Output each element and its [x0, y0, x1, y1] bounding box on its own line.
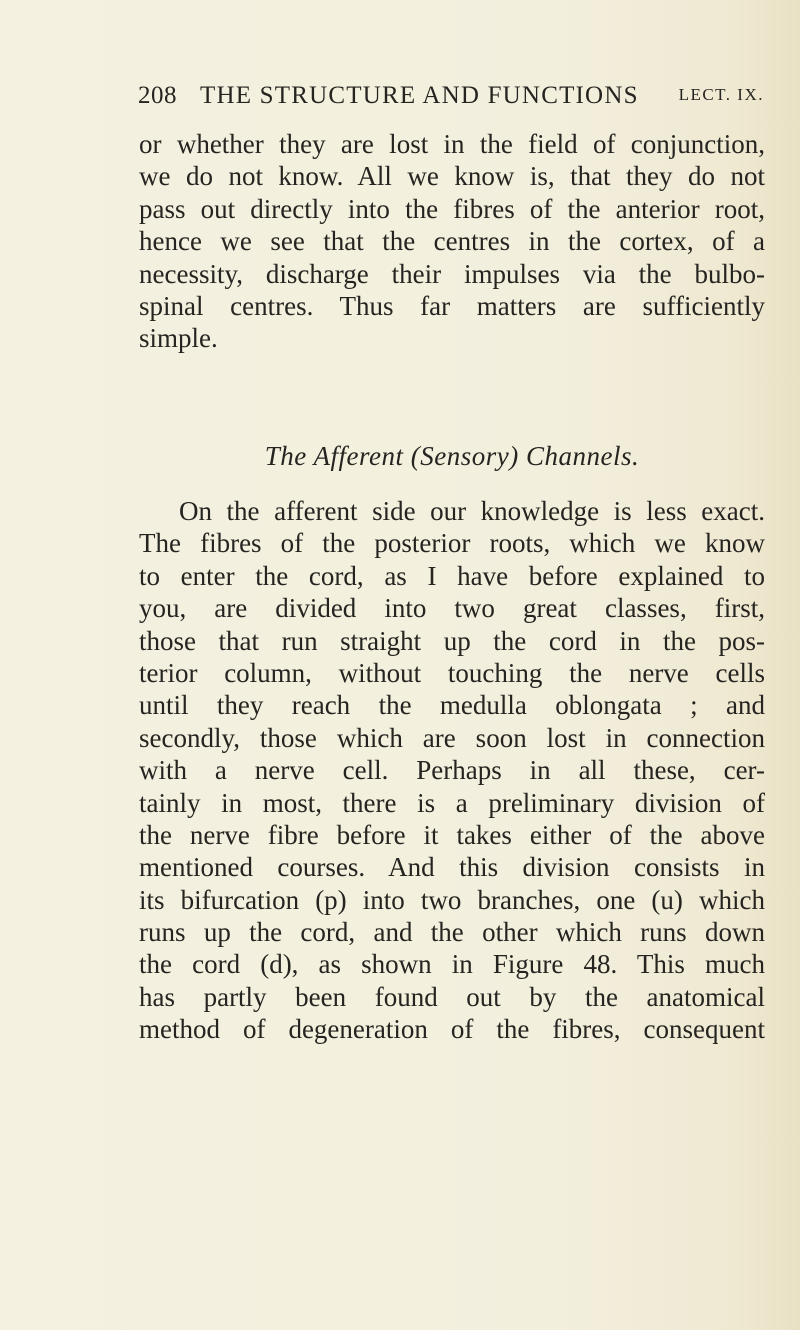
page-number: 208 — [138, 82, 177, 109]
text-line: until they reach the medulla oblongata ; and — [139, 690, 765, 721]
text-line: has partly been found out by the anatomical — [139, 981, 765, 1012]
text-line: The fibres of the posterior roots, which we know — [139, 528, 765, 559]
text-line: On the afferent side our knowledge is less exact. — [179, 496, 765, 526]
text-line: to enter the cord, as I have before explained to — [139, 560, 765, 591]
text-line: necessity, discharge their impulses via the bulbo- — [139, 258, 765, 289]
text-line: we do not know. All we know is, that they do not — [139, 161, 765, 192]
section-subheading: The Afferent (Sensory) Channels. — [264, 441, 640, 471]
lecture-label: LECT. IX. — [678, 85, 764, 104]
text-line: mentioned courses. And this division consists in — [139, 852, 765, 883]
text-line: pass out directly into the fibres of the anterior root, — [139, 193, 765, 224]
text-line: or whether they are lost in the field of conjunction, — [139, 129, 765, 159]
text-line: tainly in most, there is a preliminary division of — [139, 787, 765, 818]
text-line: secondly, those which are soon lost in connection — [139, 722, 765, 753]
text-line: its bifurcation (p) into two branches, one (u) which — [139, 884, 765, 915]
text-line: the cord (d), as shown in Figure 48. This much — [139, 949, 765, 980]
text-line: hence we see that the centres in the cortex, of a — [139, 226, 765, 257]
running-title: THE STRUCTURE AND FUNCTIONS — [200, 82, 639, 109]
text-line: spinal centres. Thus far matters are sufficiently — [139, 290, 765, 321]
paragraph-2 — [139, 495, 765, 1046]
paragraph-1 — [139, 128, 765, 355]
running-header — [138, 82, 764, 112]
text-line: method of degeneration of the fibres, consequent — [139, 1014, 765, 1045]
text-line: runs up the cord, and the other which runs down — [139, 917, 765, 948]
text-line: with a nerve cell. Perhaps in all these, cer- — [139, 755, 765, 786]
text-line: you, are divided into two great classes, first, — [139, 593, 765, 624]
text-line: terior column, without touching the nerve cells — [139, 657, 765, 688]
text-line: simple. — [139, 323, 218, 354]
text-line: those that run straight up the cord in the pos- — [139, 625, 765, 656]
text-line: the nerve fibre before it takes either of the above — [139, 819, 765, 850]
